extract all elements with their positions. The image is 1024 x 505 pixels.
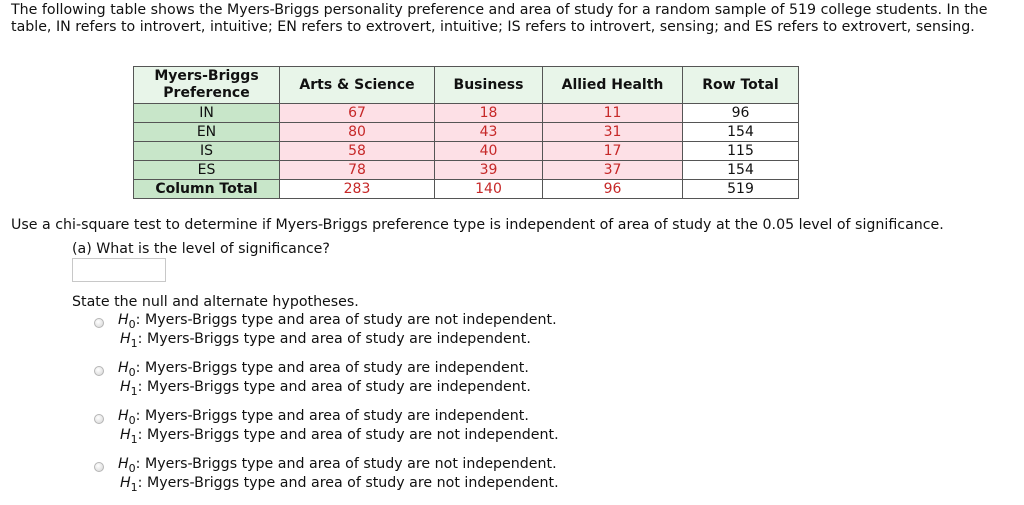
radio-button[interactable] <box>94 414 104 424</box>
column-total-value: 140 <box>435 180 543 199</box>
radio-button[interactable] <box>94 318 104 328</box>
option-h0-line: $H_0$: Myers-Briggs type and area of study are independent. <box>118 360 529 379</box>
row-total: 154 <box>683 161 799 180</box>
table-header-row <box>134 67 799 104</box>
column-total-value: 96 <box>543 180 683 199</box>
header-business: Business <box>435 67 543 104</box>
cell-value: 18 <box>435 104 543 123</box>
data-table <box>133 66 799 199</box>
option-h0-line: $H_0$: Myers-Briggs type and area of study are not independent. <box>118 456 557 475</box>
row-label: IN <box>134 104 280 123</box>
option-h0-line: $H_0$: Myers-Briggs type and area of study are independent. <box>118 408 529 427</box>
h0-symbol: $H_0$ <box>118 312 136 331</box>
radio-button[interactable] <box>94 462 104 472</box>
option-h1-line: $H_1$: Myers-Briggs type and area of study are independent. <box>120 379 531 398</box>
problem-intro: The following table shows the Myers-Briggs personality preference and area of study for a random sample of 519 college students. In the table, IN refers to introvert, intuitive; EN refers to extrovert, intuitive; IS refers to introvert, sensing; and ES refers to extrovert, sensing. <box>11 2 988 35</box>
row-total: 154 <box>683 123 799 142</box>
hypotheses-prompt: State the null and alternate hypotheses. <box>72 294 359 310</box>
cell-value: 11 <box>543 104 683 123</box>
h1-symbol: $H_1$ <box>120 427 138 446</box>
table-row <box>134 123 799 142</box>
option-h1-line: $H_1$: Myers-Briggs type and area of study are not independent. <box>120 427 559 446</box>
h1-symbol: $H_1$ <box>120 475 138 494</box>
table-row <box>134 142 799 161</box>
cell-value: 17 <box>543 142 683 161</box>
option-h1-line: $H_1$: Myers-Briggs type and area of study are not independent. <box>120 475 559 494</box>
cell-value: 40 <box>435 142 543 161</box>
cell-value: 37 <box>543 161 683 180</box>
h1-symbol: $H_1$ <box>120 379 138 398</box>
cell-value: 78 <box>280 161 435 180</box>
h0-symbol: $H_0$ <box>118 408 136 427</box>
column-total-row <box>134 180 799 199</box>
header-row-total: Row Total <box>683 67 799 104</box>
header-arts-science: Arts & Science <box>280 67 435 104</box>
part-a-label: (a) What is the level of significance? <box>72 241 330 257</box>
cell-value: 39 <box>435 161 543 180</box>
row-label: ES <box>134 161 280 180</box>
row-label: IS <box>134 142 280 161</box>
table-row <box>134 104 799 123</box>
column-total-value: 283 <box>280 180 435 199</box>
option-h1-line: $H_1$: Myers-Briggs type and area of study are independent. <box>120 331 531 350</box>
option-h0-line: $H_0$: Myers-Briggs type and area of study are not independent. <box>118 312 557 331</box>
cell-value: 43 <box>435 123 543 142</box>
row-total: 115 <box>683 142 799 161</box>
radio-button[interactable] <box>94 366 104 376</box>
table-row <box>134 161 799 180</box>
cell-value: 67 <box>280 104 435 123</box>
cell-value: 58 <box>280 142 435 161</box>
row-label: EN <box>134 123 280 142</box>
cell-value: 31 <box>543 123 683 142</box>
header-allied-health: Allied Health <box>543 67 683 104</box>
h1-symbol: $H_1$ <box>120 331 138 350</box>
question-text: Use a chi-square test to determine if Myers-Briggs preference type is independent of area of study at the 0.05 level of significance. <box>11 217 944 233</box>
column-total-label: Column Total <box>134 180 280 199</box>
row-total: 96 <box>683 104 799 123</box>
h0-symbol: $H_0$ <box>118 456 136 475</box>
cell-value: 80 <box>280 123 435 142</box>
header-preference: Myers-Briggs Preference <box>134 67 280 104</box>
significance-input[interactable] <box>72 258 166 282</box>
grand-total: 519 <box>683 180 799 199</box>
h0-symbol: $H_0$ <box>118 360 136 379</box>
